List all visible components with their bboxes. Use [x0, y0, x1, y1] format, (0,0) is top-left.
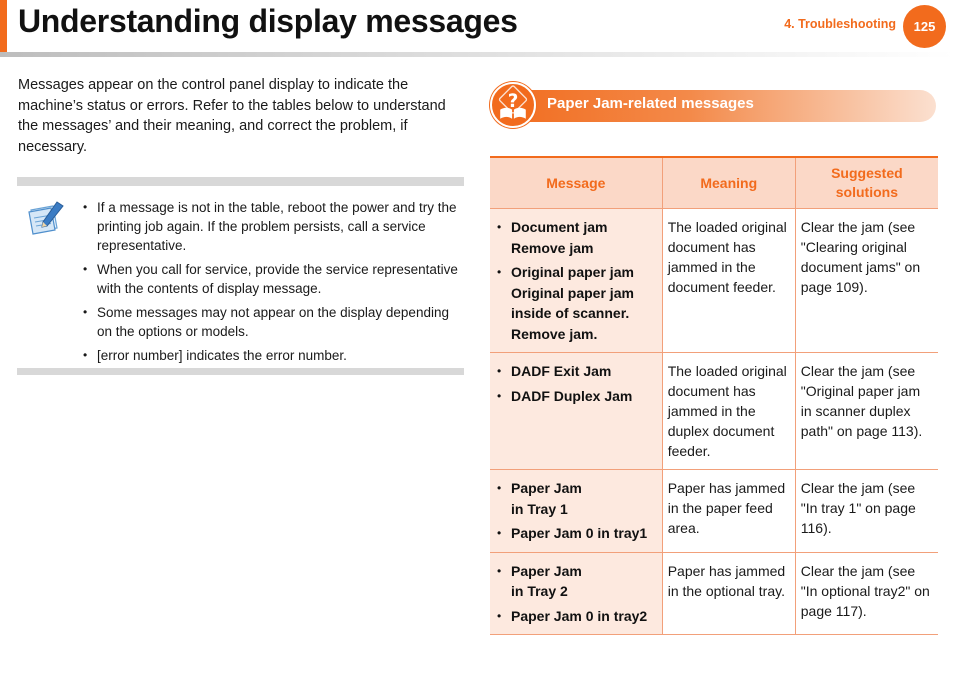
- title-divider: [0, 52, 954, 57]
- message-cell: [490, 470, 662, 553]
- table-row: [490, 209, 938, 353]
- note-box: [17, 177, 464, 375]
- meaning-cell: Paper has jammed in the paper feed area.: [662, 470, 795, 553]
- message-item: • Paper Jam 0 in tray2: [494, 606, 657, 627]
- help-book-icon: [490, 82, 536, 128]
- page-title: Understanding display messages: [18, 3, 518, 39]
- note-pencil-icon: [27, 198, 67, 238]
- message-item: • Paper Jam 0 in tray1: [494, 523, 657, 544]
- column-header-solutions: Suggested solutions: [795, 157, 938, 209]
- message-item: • Document jam Remove jam: [494, 217, 657, 258]
- intro-paragraph: Messages appear on the control panel display to indicate the machine’s status or errors. Refer to the tables below to understand the messages’ and their meaning, and correct the problem, if necessary.: [18, 77, 446, 155]
- section-title: Paper Jam-related messages: [547, 95, 754, 112]
- message-item: • DADF Exit Jam: [494, 361, 657, 382]
- chapter-label[interactable]: 4. Troubleshooting: [784, 17, 896, 31]
- note-item: • [error number] indicates the error number.: [83, 346, 465, 365]
- solution-cell: Clear the jam (see "Original paper jam in scanner duplex path" on page 113).: [795, 353, 938, 470]
- solution-cell: Clear the jam (see "In optional tray2" on page 117).: [795, 552, 938, 635]
- note-item: • When you call for service, provide the service representative with the contents of display message.: [83, 260, 465, 298]
- message-cell: [490, 552, 662, 635]
- message-item: • DADF Duplex Jam: [494, 386, 657, 407]
- column-header-meaning: Meaning: [662, 157, 795, 209]
- title-accent-bar: [0, 0, 7, 52]
- message-item: • Paper Jam in Tray 1: [494, 478, 657, 519]
- meaning-cell: Paper has jammed in the optional tray.: [662, 552, 795, 635]
- table-row: [490, 552, 938, 635]
- page-number-badge: 125: [903, 5, 946, 48]
- message-item: • Paper Jam in Tray 2: [494, 561, 657, 602]
- solution-cell: Clear the jam (see "Clearing original document jams" on page 109).: [795, 209, 938, 353]
- meaning-cell: The loaded original document has jammed in the duplex document feeder.: [662, 353, 795, 470]
- message-cell: [490, 353, 662, 470]
- column-header-message: Message: [490, 157, 662, 209]
- note-item: • Some messages may not appear on the display depending on the options or models.: [83, 303, 465, 341]
- solution-cell: Clear the jam (see "In tray 1" on page 116).: [795, 470, 938, 553]
- table-row: [490, 470, 938, 553]
- messages-table: [490, 156, 938, 635]
- table-row: [490, 353, 938, 470]
- svg-text:?: ?: [507, 90, 519, 112]
- message-item: • Original paper jam Original paper jam inside of scanner. Remove jam.: [494, 262, 657, 344]
- table-header-row: [490, 157, 938, 209]
- note-item: • If a message is not in the table, reboot the power and try the printing job again. If the problem persists, call a service representative.: [83, 198, 465, 255]
- meaning-cell: The loaded original document has jammed in the document feeder.: [662, 209, 795, 353]
- note-list: [83, 198, 465, 365]
- message-cell: [490, 209, 662, 353]
